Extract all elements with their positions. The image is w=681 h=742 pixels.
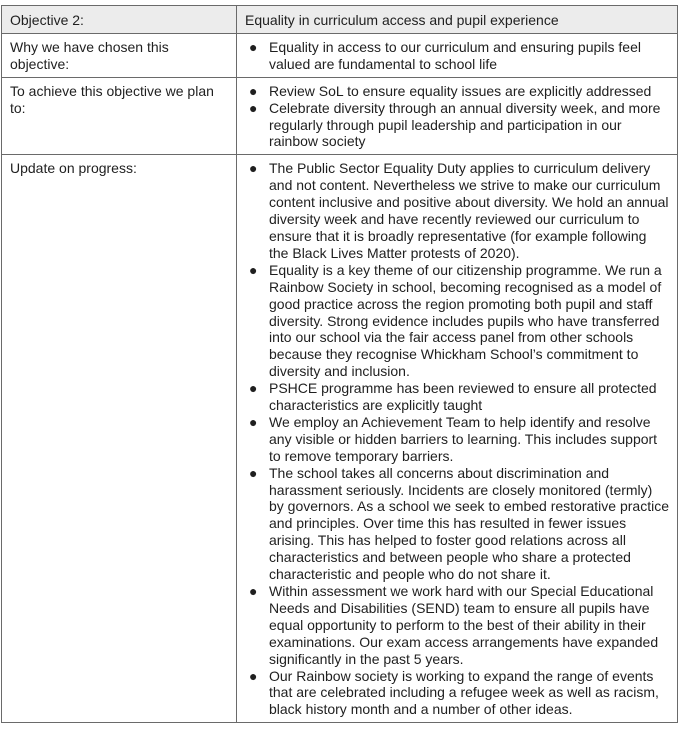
list-item-text: Equality in access to our curriculum and ensuring pupils feel valued are fundamental to school life (269, 38, 641, 72)
list-item (245, 83, 669, 100)
list-item (245, 668, 669, 719)
list-item-text: Equality is a key theme of our citizenship programme. We run a Rainbow Society in school, becoming recognised as a model of good practice across the region promoting both pupil and staff diversity. Strong evidence includes pupils who have transferred into our school via the fair access panel from other schools because they recognise Whickham School’s commitment to diversity and inclusion. (269, 261, 662, 380)
list-item (245, 465, 669, 583)
list-item (245, 414, 669, 465)
list-item-text: Celebrate diversity through an annual diversity week, and more regularly through pupil leadership and participation in our rainbow society (269, 99, 661, 150)
objective-number-cell: Objective 2: (2, 6, 237, 34)
list-item-text: The Public Sector Equality Duty applies to curriculum delivery and not content. Nevertheless we strive to make our curriculum content inclusive and positive about diversity. We hold an annual diversity week and have recently reviewed our curriculum to ensure that it is broadly representative (for example following the Black Lives Matter protests of 2020). (269, 160, 669, 261)
table-row (2, 33, 678, 77)
bullet-icon: ● (249, 82, 258, 99)
bullet-list (245, 39, 669, 73)
bullet-list (245, 160, 669, 718)
list-item (245, 100, 669, 151)
bullet-icon: ● (249, 99, 258, 116)
bullet-icon: ● (249, 583, 258, 599)
list-item (245, 262, 669, 380)
row-content (237, 77, 678, 155)
table-row (2, 77, 678, 155)
bullet-icon: ● (249, 380, 258, 397)
list-item-text: Our Rainbow society is working to expand the range of events that are celebrated including a refugee week as well as racism, black history month and a number of other ideas. (269, 667, 659, 718)
bullet-icon: ● (249, 667, 258, 684)
list-item-text: We employ an Achievement Team to help identify and resolve any visible or hidden barriers to learning. This includes support to remove temporary barriers. (269, 413, 658, 464)
header-row (2, 6, 678, 34)
list-item-text: PSHCE programme has been reviewed to ensure all protected characteristics are explicitly taught (269, 380, 657, 414)
row-label: Why we have chosen this objective: (2, 33, 237, 77)
objective-table (1, 5, 678, 723)
row-label: Update on progress: (2, 155, 237, 723)
list-item (245, 160, 669, 261)
bullet-list (245, 83, 669, 151)
table-row (2, 155, 678, 723)
row-content (237, 33, 678, 77)
list-item-text: Within assessment we work hard with our Special Educational Needs and Disabilities (SEND) team to ensure all pupils have equal opportunity to perform to the best of their ability in their examinations. Our exam access arrangements have expanded significantly in the past 5 years. (269, 583, 659, 667)
bullet-icon: ● (249, 38, 258, 55)
list-item (245, 380, 669, 414)
bullet-icon: ● (249, 413, 258, 430)
list-item-text: Review SoL to ensure equality issues are explicitly addressed (269, 82, 652, 99)
bullet-icon: ● (249, 464, 258, 481)
bullet-icon: ● (249, 261, 258, 278)
list-item (245, 583, 669, 668)
row-label: To achieve this objective we plan to: (2, 77, 237, 155)
bullet-icon: ● (249, 160, 258, 177)
objective-title-cell: Equality in curriculum access and pupil experience (237, 6, 678, 34)
list-item-text: The school takes all concerns about discrimination and harassment seriously. Incidents are closely monitored (termly) by governors. As a school we seek to embed restorative practice and principles. Over time this has resulted in fewer issues arising. This has helped to foster good relations across all characteristics and between people who share a protected characteristic and people who do not share it. (269, 464, 669, 583)
row-content (237, 155, 678, 723)
list-item (245, 39, 669, 73)
